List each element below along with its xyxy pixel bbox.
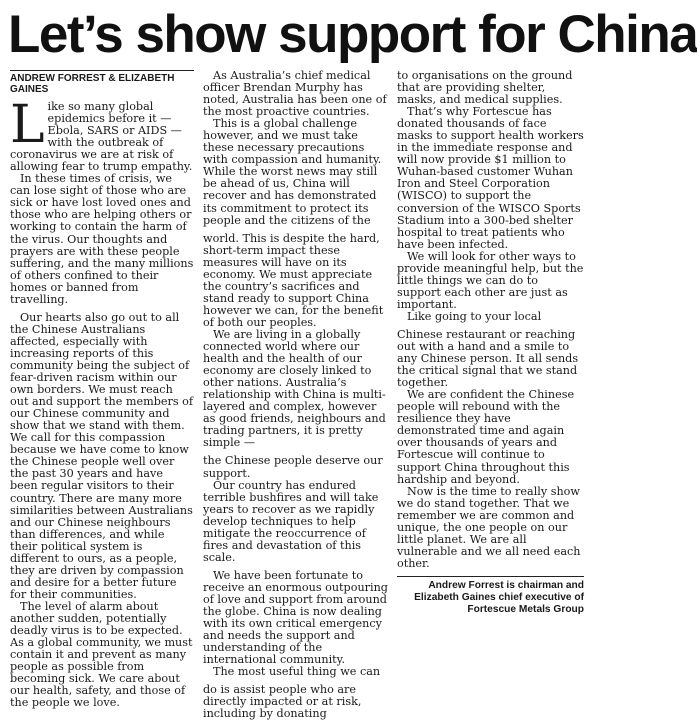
paragraph: Like going to your local [407, 309, 542, 323]
paragraph: In these times of crisis, we can lose sight of those who are sick or have lost loved ones and those who are helping others or working to contain the harm of the virus. Our thoughts and prayers are with these people suffering, and the many millions of others confined to their homes or banned from travelling. [10, 172, 194, 306]
intro-text: ike so many global epidemics before it — Ebola, SARS or AIDS — with the outbreak of coronavirus we are at risk of allowing fear to trump empathy. [10, 100, 193, 174]
paragraph: Our hearts also go out to all the Chinese Australians affected, especially with increasing reports of this community being the subject of fear-driven racism within our own borders. We must reach out and support the members of our Chinese community and show that we stand with them. We call for this compassion because we have come to know the Chinese people well over the past 30 years and have been regular visitors to their country. There are many more similarities between Australians and our Chinese neighbours than differences, and while their political system is different to ours, as a people, they are driven by compassion and desire for a better future for their communities. [10, 310, 194, 601]
paragraph: We will look for other ways to provide meaningful help, but the little things we can do to support each other are just as important. [397, 249, 584, 311]
paragraph-continued: world. This is despite the hard, short-term impact these measures will have on its economy. We must appreciate the country’s sacrifices and stand ready to support China however we can, for the benefit of both our peoples. [203, 231, 384, 329]
author-signature: Andrew Forrest is chairman and Elizabeth Gaines chief executive of Fortescue Metals Group [397, 576, 584, 616]
paragraph: We are confident the Chinese people will rebound with the resilience they have demonstrated time and again over thousands of years and Fortescue will continue to support China throughout this hardship and beyond. [397, 388, 575, 486]
paragraph: That’s why Fortescue has donated thousands of face masks to support health workers in the immediate response and will now provide $1 million to Wuhan-based customer Wuhan Iron and Steel Corporation (WISCO) to support the conversion of the WISCO Sports Stadium into a 300-bed shelter hospital to treat patients who have been infected. [397, 105, 584, 251]
paragraph: The most useful thing we can [213, 665, 381, 679]
article-column-2 [203, 70, 389, 720]
paragraph: We have been fortunate to receive an enormous outpouring of love and support from around the globe. China is now dealing with its own critical emergency and needs the support and understanding of the international community. [203, 568, 388, 667]
byline: ANDREW FORREST & ELIZABETH GAINES [10, 70, 194, 95]
paragraph-continued: do is assist people who are directly impacted or at risk, including by donating [203, 683, 362, 720]
paragraph: The level of alarm about another sudden, potentially deadly virus is to be expected. As a global community, we must contain it and prevent as many people as possible from becoming sick. We care about our health, safety, and those of the people we love. [10, 599, 193, 710]
paragraph: Now is the time to really show we do stand together. That we remember we are common and unique, the one people on our little planet. We are all vulnerable and we all need each other. [397, 484, 581, 570]
paragraph: This is a global challenge however, and we must take these necessary precautions with compassion and humanity. While the worst news may still be ahead of us, China will recover and has demonstrated its commitment to protect its people and the citizens of the [203, 117, 382, 227]
paragraph-intro [10, 95, 194, 174]
paragraph-continued: the Chinese people deserve our support. [203, 454, 383, 480]
drop-cap: L [10, 95, 45, 155]
paragraph-continued: Chinese restaurant or reaching out with a hand and a smile to any Chinese person. It all sends the critical signal that we stand together. [397, 327, 579, 390]
headline: Let’s show support for China [8, 5, 697, 64]
paragraph-continued: to organisations on the ground that are providing shelter, masks, and medical supplies. [397, 69, 573, 107]
paragraph: We are living in a globally connected world where our health and the health of our economy are closely linked to other nations. Australia’s relationship with China is multi-layered and complex, however as good friends, neighbours and trading partners, it is pretty simple — [203, 327, 386, 450]
paragraph: As Australia’s chief medical officer Brendan Murphy has noted, Australia has been one of the most proactive countries. [203, 69, 387, 119]
paragraph: Our country has endured terrible bushfires and will take years to recover as we rapidly develop techniques to help mitigate the reoccurrence of fires and devastation of this scale. [203, 478, 379, 564]
article-column-1 [10, 70, 194, 709]
article-column-3 [397, 70, 584, 616]
